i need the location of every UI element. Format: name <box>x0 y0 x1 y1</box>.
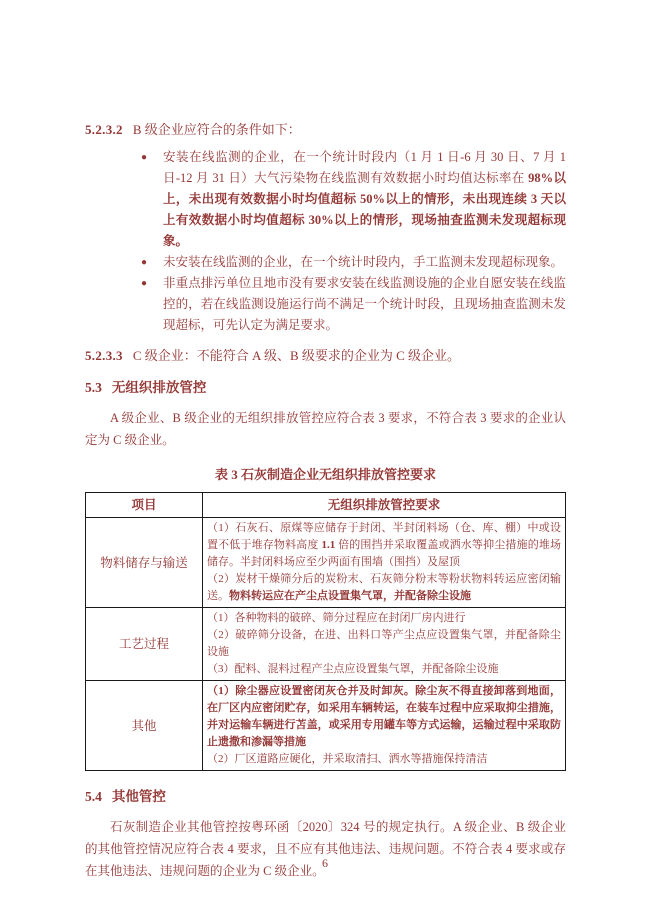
list-item <box>85 147 566 252</box>
section-54-number: 5.4 <box>85 789 102 804</box>
list-item-text: 安装在线监测的企业，在一个统计时段内（1 月 1 日-6 月 30 日、7 月 1 日-12 月 31 日）大气污染物在线监测有效数据小时均值达标率在 98%以上，未出现有效数据小时均值超标 50%以上的情形，未出现连续 3 天以上有效数据小时均值超标 30%以上的情形，现场抽查监测未发现超标现象。 <box>163 150 566 248</box>
section-54-paragraph: 石灰制造企业其他管控按粤环函〔2020〕324 号的规定执行。A 级企业、B 级企业的其他管控情况应符合表 4 要求，且不应有其他违法、违规问题。不符合表 4 要求或存在其他违法、违规问题的企业为 C 级企业。 <box>85 820 566 878</box>
clause-5233 <box>85 345 566 367</box>
table-header-row <box>86 493 566 518</box>
requirement-item: （1）各种物料的破碎、筛分过程应在封闭厂房内进行 <box>207 612 466 624</box>
list-item-text: 非重点排污单位且地市没有要求安装在线监测设施的企业自愿安装在线监控的，若在线监测设施运行尚不满足一个统计时段，且现场抽查监测未发现超标，可先认定为满足要求。 <box>163 276 566 332</box>
section-54-title: 其他管控 <box>111 789 166 804</box>
table-3 <box>85 492 566 771</box>
row-item-label: 工艺过程 <box>86 608 203 681</box>
table-row-material-storage <box>86 518 566 608</box>
clause-5233-text: C 级企业：不能符合 A 级、B 级要求的企业为 C 级企业。 <box>132 348 461 363</box>
table-header-requirements: 无组织排放管控要求 <box>203 493 566 518</box>
section-53-title: 无组织排放管控 <box>111 380 207 395</box>
requirement-item: （1）除尘器应设置密闭灰仓并及时卸灰。除尘灰不得直接卸落到地面，在厂区内应密闭贮存，如采用车辆转运，在装车过程中应采取抑尘措施，并对运输车辆进行苫盖，或采用专用罐车等方式运输，运输过程中采取防止遗撒和渗漏等措施 <box>207 685 561 748</box>
section-53-number: 5.3 <box>85 380 102 395</box>
row-requirements <box>203 518 566 608</box>
requirement-item: （3）配料、混料过程产尘点应设置集气罩，并配备除尘设施 <box>207 663 499 675</box>
clause-5232-number: 5.2.3.2 <box>85 122 123 137</box>
requirement-item: （1）石灰石、原煤等应储存于封闭、半封闭料场（仓、库、棚）中或设置不低于堆存物料高度 1.1 倍的围挡并采取覆盖或洒水等抑尘措施的堆场储存。半封闭料场应至少两面有围墙（围挡）及屋顶 <box>207 522 562 568</box>
requirement-item: （2）破碎筛分设备，在进、出料口等产尘点应设置集气罩，并配备除尘设施 <box>207 629 561 658</box>
section-54-heading <box>85 785 566 809</box>
condition-list <box>85 147 566 336</box>
row-requirements <box>203 608 566 681</box>
section-53-heading <box>85 376 566 400</box>
list-item-text: 未安装在线监测的企业，在一个统计时段内，手工监测未发现超标现象。 <box>163 255 564 269</box>
table-row-other <box>86 681 566 771</box>
row-requirements <box>203 681 566 771</box>
clause-5233-number: 5.2.3.3 <box>85 348 123 363</box>
table-header-item: 项目 <box>86 493 203 518</box>
clause-5232 <box>85 119 566 141</box>
table-3-body <box>86 518 566 771</box>
section-53-paragraph: A 级企业、B 级企业的无组织排放管控应符合表 3 要求，不符合表 3 要求的企业认定为 C 级企业。 <box>85 411 566 447</box>
table-3-head <box>86 493 566 518</box>
list-item <box>85 273 566 336</box>
document-body <box>85 119 566 882</box>
requirement-item: （2）厂区道路应硬化，并采取清扫、洒水等措施保持清洁 <box>207 753 488 765</box>
page-number: 6 <box>322 856 328 870</box>
requirement-item: （2）炭材干燥筛分后的炭粉末、石灰筛分粉末等粉状物料转运应密闭输送。物料转运应在产尘点设置集气罩，并配备除尘设施 <box>207 573 561 602</box>
bullet-dot-icon: ● <box>141 278 148 289</box>
row-item-label: 其他 <box>86 681 203 771</box>
bullet-dot-icon: ● <box>141 257 148 268</box>
table-row-process <box>86 608 566 681</box>
list-item <box>85 252 566 273</box>
clause-5232-text: B 级企业应符合的条件如下： <box>132 122 301 137</box>
table-3-caption: 表 3 石灰制造企业无组织排放管控要求 <box>214 467 436 482</box>
row-item-label: 物料储存与输送 <box>86 518 203 608</box>
bullet-dot-icon: ● <box>141 152 148 163</box>
